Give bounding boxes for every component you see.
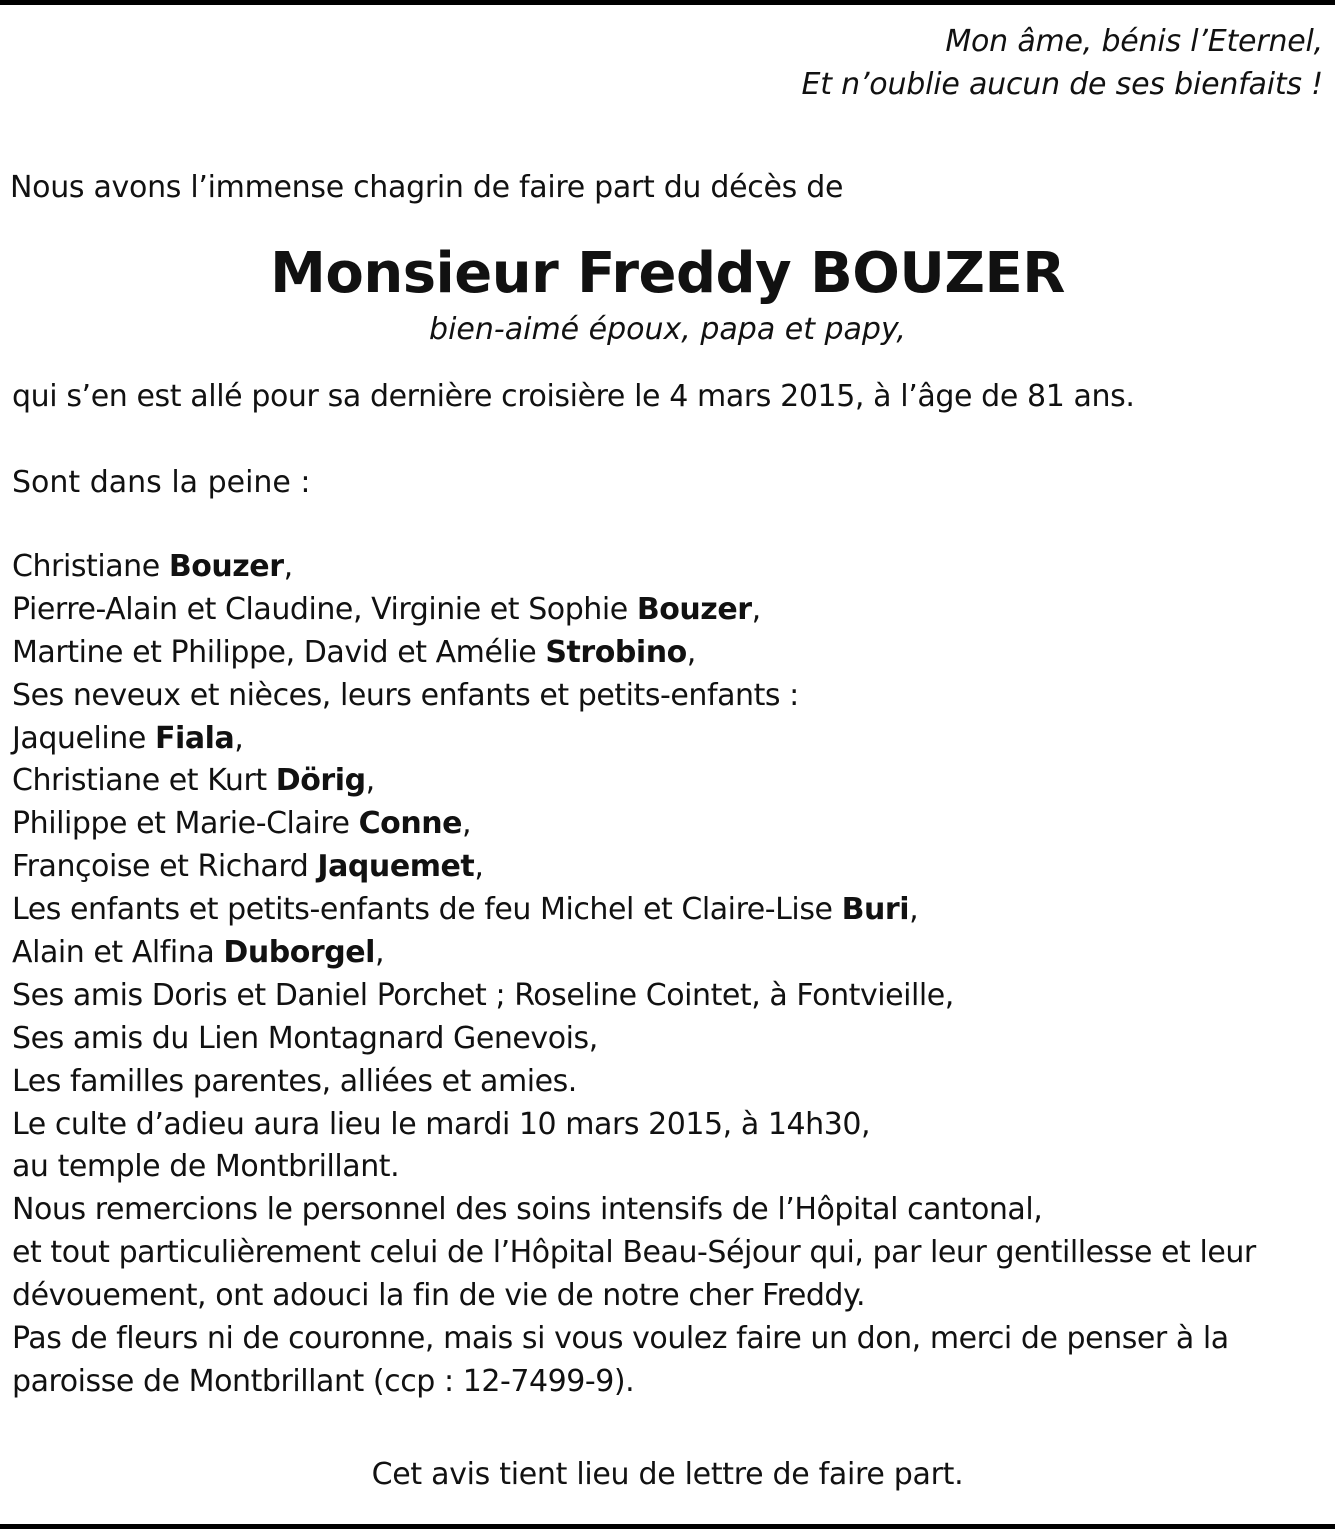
- thanks-line-2: et tout particulièrement celui de l’Hôpital Beau-Séjour qui, par leur gentillesse et leur: [12, 1235, 1256, 1271]
- list-item: Ses amis du Lien Montagnard Genevois,: [12, 1020, 598, 1056]
- deceased-name: Monsieur Freddy BOUZER: [270, 241, 1065, 306]
- service-line-2: au temple de Montbrillant.: [12, 1149, 400, 1185]
- thanks-line-3: dévouement, ont adouci la fin de vie de notre cher Freddy.: [12, 1278, 866, 1314]
- bottom-border-rule: [0, 1524, 1335, 1529]
- list-item: Jaqueline Fiala,: [12, 720, 244, 756]
- notice-body: [12, 546, 1328, 1404]
- passing-statement: qui s’en est allé pour sa dernière croisière le 4 mars 2015, à l’âge de 81 ans.: [12, 379, 1135, 414]
- mourners-label: Sont dans la peine :: [12, 465, 311, 500]
- service-line-1: Le culte d’adieu aura lieu le mardi 10 mars 2015, à 14h30,: [12, 1106, 871, 1142]
- list-item: Philippe et Marie-Claire Conne,: [12, 806, 472, 842]
- list-item: Les enfants et petits-enfants de feu Michel et Claire-Lise Buri,: [12, 892, 919, 928]
- top-border-rule: [0, 0, 1335, 5]
- verse-line-1: Mon âme, bénis l’Eternel,: [945, 24, 1323, 59]
- donation-line-1: Pas de fleurs ni de couronne, mais si vous voulez faire un don, merci de penser à la: [12, 1321, 1229, 1357]
- list-item: Ses neveux et nièces, leurs enfants et petits-enfants :: [12, 677, 799, 713]
- list-item: Pierre-Alain et Claudine, Virginie et Sophie Bouzer,: [12, 591, 761, 627]
- list-item: Martine et Philippe, David et Amélie Strobino,: [12, 634, 696, 670]
- list-item: Christiane et Kurt Dörig,: [12, 763, 375, 799]
- announcement-intro: Nous avons l’immense chagrin de faire part du décès de: [10, 170, 844, 205]
- closing-note: Cet avis tient lieu de lettre de faire part.: [371, 1457, 964, 1492]
- verse-line-2: Et n’oublie aucun de ses bienfaits !: [801, 67, 1323, 102]
- donation-line-2: paroisse de Montbrillant (ccp : 12-7499-9).: [12, 1363, 635, 1399]
- list-item: Alain et Alfina Duborgel,: [12, 935, 385, 971]
- thanks-line-1: Nous remercions le personnel des soins intensifs de l’Hôpital cantonal,: [12, 1192, 1043, 1228]
- deceased-epithet: bien-aimé époux, papa et papy,: [429, 312, 906, 347]
- list-item: Les familles parentes, alliées et amies.: [12, 1063, 577, 1099]
- list-item: Françoise et Richard Jaquemet,: [12, 849, 484, 885]
- list-item: Ses amis Doris et Daniel Porchet ; Roseline Cointet, à Fontvieille,: [12, 977, 954, 1013]
- list-item: Christiane Bouzer,: [12, 549, 293, 584]
- scripture-verse: [801, 20, 1323, 106]
